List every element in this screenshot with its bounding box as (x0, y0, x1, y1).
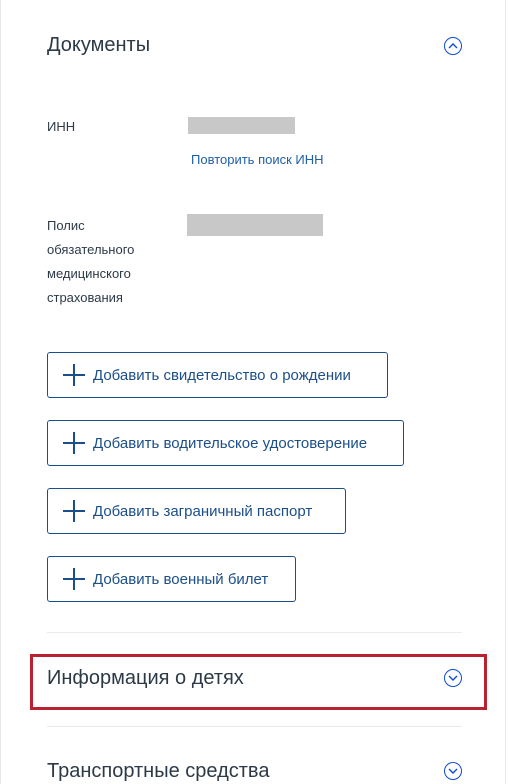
expand-children-info-button[interactable] (444, 669, 462, 687)
add-foreign-passport-label: Добавить заграничный паспорт (93, 502, 313, 520)
plus-icon (63, 500, 85, 522)
oms-value-redacted (187, 214, 323, 236)
expand-vehicles-button[interactable] (444, 762, 462, 780)
add-driver-license-label: Добавить водительское удостоверение (93, 434, 368, 452)
plus-icon (63, 568, 85, 590)
oms-label-line-4: страхования (47, 290, 123, 305)
section-divider (47, 632, 462, 633)
oms-label-line-2: обязательного (47, 242, 135, 257)
add-birth-certificate-button[interactable] (47, 352, 388, 398)
vehicles-section-title[interactable]: Транспортные средства (47, 760, 270, 782)
chevron-down-icon (448, 767, 458, 775)
add-birth-certificate-label: Добавить свидетельство о рождении (93, 366, 351, 384)
plus-icon (63, 364, 85, 386)
inn-retry-link[interactable]: Повторить поиск ИНН (191, 152, 324, 167)
collapse-documents-button[interactable] (444, 37, 462, 55)
chevron-down-icon (448, 674, 458, 682)
oms-label-line-1: Полис (47, 218, 85, 233)
add-foreign-passport-button[interactable] (47, 488, 346, 534)
children-info-section-title[interactable]: Информация о детях (47, 667, 244, 689)
inn-value-redacted (188, 117, 295, 134)
inn-label: ИНН (47, 119, 76, 134)
documents-section-title: Документы (47, 34, 151, 56)
plus-icon (63, 432, 85, 454)
oms-label-line-3: медицинского (47, 266, 131, 281)
add-military-id-label: Добавить военный билет (93, 570, 269, 588)
chevron-up-icon (448, 42, 458, 50)
add-driver-license-button[interactable] (47, 420, 404, 466)
section-divider (47, 726, 462, 727)
add-military-id-button[interactable] (47, 556, 296, 602)
